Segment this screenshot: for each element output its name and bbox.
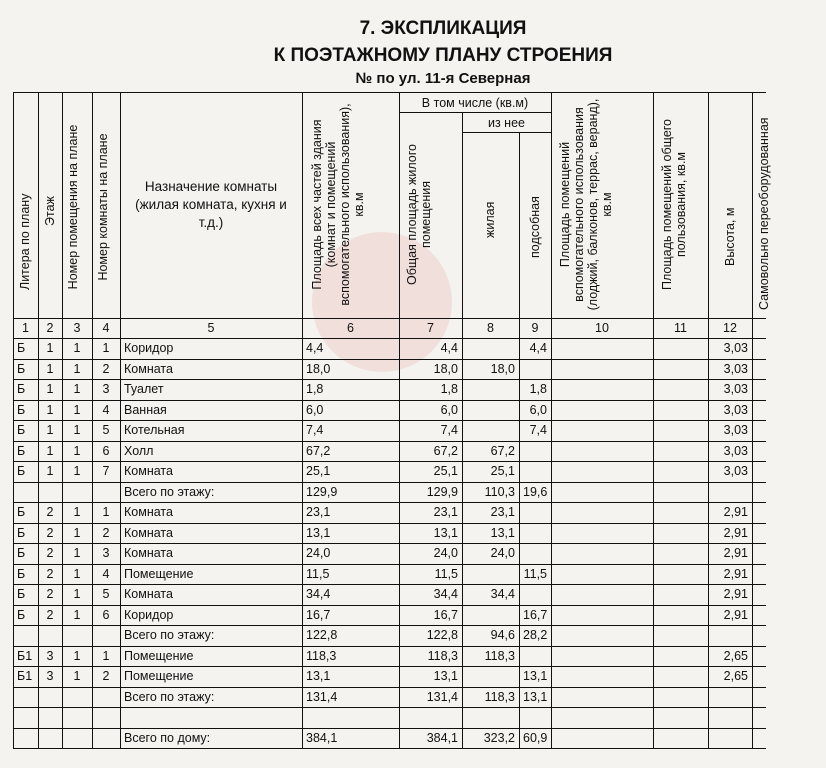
cell-height: 3,03 xyxy=(723,382,748,396)
cell-premise: 1 xyxy=(73,505,81,519)
table-rule xyxy=(13,400,766,401)
cell-auxiliary: 6,0 xyxy=(529,402,547,417)
doc-address: № по ул. 11-я Северная xyxy=(355,70,531,87)
cell-living-total: 24,0 xyxy=(433,546,458,560)
cell-floor: 2 xyxy=(46,505,54,519)
cell-name: Помещение xyxy=(124,566,194,581)
cell-litera: Б xyxy=(17,361,26,376)
cell-premise: 1 xyxy=(73,464,81,478)
header-subgroup: из нее xyxy=(488,116,525,130)
cell-room: 1 xyxy=(102,648,110,663)
header-auxiliary: подсобная xyxy=(528,196,542,258)
cell-living-total: 23,1 xyxy=(433,505,458,519)
cell-room: 4 xyxy=(102,566,110,581)
table-rule xyxy=(13,625,766,626)
column-number: 1 xyxy=(22,321,29,335)
cell-name: Коридор xyxy=(124,341,174,355)
cell-premise: 1 xyxy=(73,566,81,581)
cell-height: 3,03 xyxy=(723,402,748,417)
cell-total-area: 18,0 xyxy=(306,361,331,376)
header-premise-number: Номер помещения на плане xyxy=(66,124,80,290)
cell-total-area: 16,7 xyxy=(306,607,331,622)
cell-room: 1 xyxy=(102,505,110,519)
cell-height: 3,03 xyxy=(723,423,748,437)
cell-room: 6 xyxy=(102,443,110,458)
column-number: 3 xyxy=(73,321,81,335)
cell-name: Туалет xyxy=(124,382,164,396)
table-rule xyxy=(13,666,766,667)
cell-room: 7 xyxy=(102,464,110,478)
cell-living: 323,2 xyxy=(483,730,515,745)
column-number: 9 xyxy=(531,321,539,335)
cell-total-area: 118,3 xyxy=(306,648,337,663)
cell-room: 2 xyxy=(102,361,110,376)
cell-floor: 1 xyxy=(46,382,54,396)
cell-room: 5 xyxy=(102,587,110,601)
cell-total-area: 1,8 xyxy=(306,382,324,396)
table-rule xyxy=(462,112,463,748)
cell-auxiliary: 7,4 xyxy=(529,423,547,437)
cell-height: 2,91 xyxy=(723,587,748,601)
cell-litera: Б xyxy=(17,566,26,581)
cell-height: 2,91 xyxy=(723,525,748,540)
cell-living: 34,4 xyxy=(490,587,515,601)
table-rule xyxy=(13,646,766,647)
cell-litera: Б xyxy=(17,464,26,478)
cell-living-total: 122,8 xyxy=(426,628,458,642)
cell-floor: 1 xyxy=(46,402,54,417)
cell-living-total: 67,2 xyxy=(433,443,458,458)
cell-living: 118,3 xyxy=(484,689,515,704)
column-number: 11 xyxy=(674,321,687,335)
cell-total-area: 23,1 xyxy=(306,505,331,519)
cell-living-total: 4,4 xyxy=(440,341,458,355)
cell-living: 67,2 xyxy=(490,443,515,458)
cell-height: 3,03 xyxy=(723,361,748,376)
cell-premise: 1 xyxy=(73,607,81,622)
table-rule xyxy=(13,379,766,380)
cell-living-total: 118,3 xyxy=(427,648,458,663)
cell-litera: Б1 xyxy=(17,648,33,663)
cell-premise: 1 xyxy=(73,587,81,601)
header-balcony-area: Площадь помещений вспомогательного использования (лоджий, балконов, террас, веранд), кв.м xyxy=(558,98,614,311)
column-number: 10 xyxy=(595,321,609,335)
cell-litera: Б xyxy=(17,505,26,519)
cell-total-area: 25,1 xyxy=(306,464,331,478)
cell-living: 110,3 xyxy=(484,484,515,499)
cell-living-total: 13,1 xyxy=(433,525,458,540)
cell-auxiliary: 13,1 xyxy=(523,669,548,683)
cell-room: 2 xyxy=(102,525,110,540)
column-number: 2 xyxy=(46,321,54,335)
cell-premise: 1 xyxy=(73,546,81,560)
table-rule xyxy=(13,543,766,544)
cell-litera: Б xyxy=(17,423,26,437)
cell-floor: 1 xyxy=(46,341,54,355)
cell-living-total: 11,5 xyxy=(434,566,458,581)
doc-title: 7. ЭКСПЛИКАЦИЯ xyxy=(359,18,527,39)
cell-litera: Б xyxy=(17,341,26,355)
cell-litera: Б xyxy=(17,382,26,396)
cell-litera: Б xyxy=(17,402,26,417)
header-living-total: Общая площадь жилого помещения xyxy=(405,144,433,285)
cell-total-area: 34,4 xyxy=(306,587,331,601)
cell-name: Помещение xyxy=(124,669,194,683)
cell-total-area: 129,9 xyxy=(306,484,338,499)
cell-living-total: 13,1 xyxy=(433,669,458,683)
cell-total-area: 11,5 xyxy=(306,566,330,581)
cell-premise: 1 xyxy=(73,525,81,540)
column-number: 12 xyxy=(723,321,737,335)
cell-floor: 1 xyxy=(46,443,54,458)
cell-living-total: 6,0 xyxy=(440,402,458,417)
header-room-number: Номер комнаты на плане xyxy=(96,133,110,281)
cell-total-area: 7,4 xyxy=(306,423,324,437)
cell-living-total: 18,0 xyxy=(433,361,458,376)
cell-height: 2,91 xyxy=(723,546,748,560)
cell-auxiliary: 11,5 xyxy=(523,566,547,581)
cell-name: Коридор xyxy=(124,607,174,622)
table-rule xyxy=(13,461,766,462)
cell-auxiliary: 4,4 xyxy=(529,341,547,355)
header-total-area: Площадь всех частей здания (комнат и помещений вспомогательного использования), кв.м xyxy=(310,103,366,306)
cell-living: 118,3 xyxy=(484,648,515,663)
cell-floor: 2 xyxy=(46,546,54,560)
cell-living-total: 7,4 xyxy=(440,423,458,437)
cell-living-total: 131,4 xyxy=(426,689,458,704)
table-rule xyxy=(13,523,766,524)
cell-name: Комната xyxy=(124,525,173,540)
cell-total-area: 67,2 xyxy=(306,443,331,458)
cell-premise: 1 xyxy=(73,341,81,355)
cell-living-total: 1,8 xyxy=(440,382,458,396)
cell-floor: 2 xyxy=(46,587,54,601)
cell-living-total: 34,4 xyxy=(433,587,458,601)
cell-auxiliary: 19,6 xyxy=(523,484,548,499)
cell-litera: Б1 xyxy=(17,669,33,683)
column-number: 4 xyxy=(102,321,110,335)
cell-auxiliary: 1,8 xyxy=(529,382,547,396)
table-rule xyxy=(13,728,766,729)
table-rule xyxy=(462,132,551,133)
cell-premise: 1 xyxy=(73,669,81,683)
cell-auxiliary: 60,9 xyxy=(523,730,548,745)
header-floor: Этаж xyxy=(43,196,57,226)
doc-subtitle: К ПОЭТАЖНОМУ ПЛАНУ СТРОЕНИЯ xyxy=(273,45,613,66)
cell-name: Всего по этажу: xyxy=(124,689,215,704)
table-rule xyxy=(13,748,766,749)
cell-room: 6 xyxy=(102,607,110,622)
cell-living-total: 16,7 xyxy=(433,607,458,622)
cell-litera: Б xyxy=(17,607,26,622)
cell-floor: 3 xyxy=(46,648,54,663)
cell-floor: 2 xyxy=(46,607,54,622)
cell-height: 2,65 xyxy=(723,648,748,663)
table-rule xyxy=(13,420,766,421)
table-rule xyxy=(13,584,766,585)
cell-total-area: 122,8 xyxy=(306,628,338,642)
cell-name: Комната xyxy=(124,546,173,560)
cell-living: 13,1 xyxy=(490,525,515,540)
cell-litera: Б xyxy=(17,546,26,560)
cell-total-area: 13,1 xyxy=(306,525,331,540)
cell-premise: 1 xyxy=(73,648,81,663)
table-rule xyxy=(13,707,766,708)
cell-premise: 1 xyxy=(73,382,81,396)
table-rule xyxy=(13,564,766,565)
cell-floor: 2 xyxy=(46,525,54,540)
cell-height: 2,65 xyxy=(723,669,748,683)
cell-name: Котельная xyxy=(124,423,185,437)
cell-total-area: 131,4 xyxy=(306,689,338,704)
cell-total-area: 13,1 xyxy=(306,669,331,683)
table-rule xyxy=(13,605,766,606)
cell-floor: 1 xyxy=(46,423,54,437)
cell-living-total: 25,1 xyxy=(433,464,458,478)
cell-room: 4 xyxy=(102,402,110,417)
cell-name: Помещение xyxy=(124,648,194,663)
cell-height: 3,03 xyxy=(723,443,748,458)
header-room-purpose: Назначение комнаты (жилая комната, кухня и т.д.) xyxy=(135,179,287,230)
cell-name: Комната xyxy=(124,587,173,601)
cell-room: 2 xyxy=(102,669,110,683)
table-rule xyxy=(13,482,766,483)
table-rule xyxy=(13,687,766,688)
header-common-area: Площадь помещений общего пользования, кв.м xyxy=(660,118,688,291)
cell-name: Комната xyxy=(124,464,173,478)
cell-litera: Б xyxy=(17,525,26,540)
cell-room: 1 xyxy=(102,341,110,355)
cell-room: 5 xyxy=(102,423,110,437)
cell-name: Всего по дому: xyxy=(124,730,211,745)
header-height: Высота, м xyxy=(723,207,737,266)
cell-auxiliary: 16,7 xyxy=(523,607,548,622)
header-unauthorized: Самовольно переоборудованная xyxy=(757,117,771,310)
cell-total-area: 24,0 xyxy=(306,546,331,560)
cell-floor: 3 xyxy=(46,669,54,683)
cell-name: Холл xyxy=(124,443,154,458)
cell-name: Всего по этажу: xyxy=(124,628,215,642)
cell-height: 2,91 xyxy=(723,566,748,581)
cell-room: 3 xyxy=(102,546,110,560)
cell-height: 3,03 xyxy=(723,464,748,478)
header-litera: Литера по плану xyxy=(18,193,32,290)
cell-height: 2,91 xyxy=(723,607,748,622)
cell-total-area: 4,4 xyxy=(306,341,324,355)
cell-room: 3 xyxy=(102,382,110,396)
column-number: 5 xyxy=(207,321,215,335)
table-rule xyxy=(13,502,766,503)
cell-name: Комната xyxy=(124,361,173,376)
cell-living: 23,1 xyxy=(490,505,515,519)
column-number: 7 xyxy=(427,321,434,335)
cell-living: 18,0 xyxy=(490,361,515,376)
cell-total-area: 384,1 xyxy=(306,730,338,745)
cell-premise: 1 xyxy=(73,402,81,417)
cell-premise: 1 xyxy=(73,361,81,376)
cell-auxiliary: 28,2 xyxy=(523,628,548,642)
cell-litera: Б xyxy=(17,443,26,458)
cell-height: 2,91 xyxy=(723,505,748,519)
cell-premise: 1 xyxy=(73,423,81,437)
table-rule xyxy=(13,359,766,360)
cell-height: 3,03 xyxy=(723,341,748,355)
cell-floor: 2 xyxy=(46,566,54,581)
cell-name: Комната xyxy=(124,505,173,519)
cell-living: 25,1 xyxy=(490,464,515,478)
table-rule xyxy=(399,112,551,113)
cell-auxiliary: 13,1 xyxy=(523,689,548,704)
cell-total-area: 6,0 xyxy=(306,402,324,417)
column-number: 8 xyxy=(487,321,494,335)
header-living: жилая xyxy=(483,201,497,238)
cell-litera: Б xyxy=(17,587,26,601)
cell-name: Всего по этажу: xyxy=(124,484,215,499)
cell-floor: 1 xyxy=(46,464,54,478)
cell-living: 24,0 xyxy=(490,546,515,560)
cell-living: 94,6 xyxy=(490,628,515,642)
cell-premise: 1 xyxy=(73,443,81,458)
header-group-including: В том числе (кв.м) xyxy=(421,96,529,110)
cell-living-total: 129,9 xyxy=(426,484,458,499)
cell-floor: 1 xyxy=(46,361,54,376)
cell-name: Ванная xyxy=(124,402,167,417)
cell-living-total: 384,1 xyxy=(426,730,458,745)
column-number: 6 xyxy=(347,321,354,335)
table-rule xyxy=(13,441,766,442)
